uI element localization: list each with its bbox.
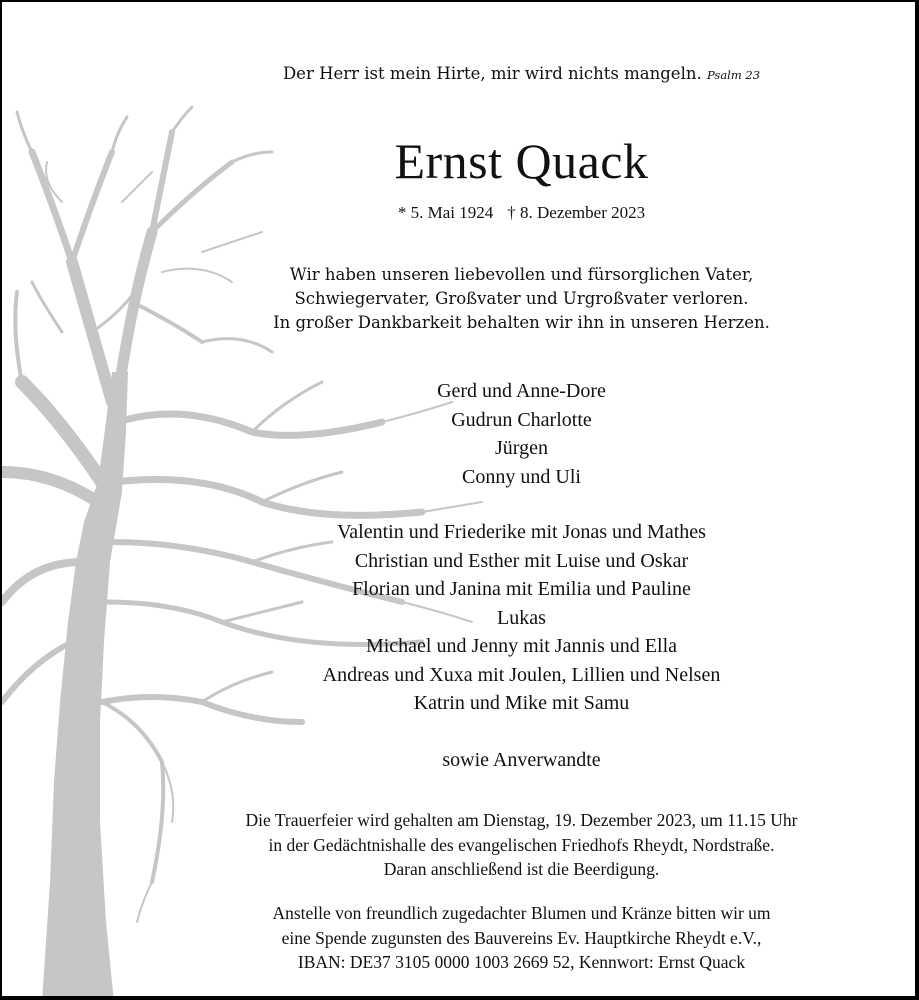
motto-text: Der Herr ist mein Hirte, mir wird nichts mangeln. (282, 64, 702, 83)
message-line: Wir haben unseren liebevollen und fürsorglichen Vater, (289, 265, 754, 284)
deceased-name: Ernst Quack (394, 133, 649, 189)
notice-line: eine Spende zugunsten des Bauvereins Ev. Hauptkirche Rheydt e.V., (281, 927, 762, 948)
family-entry: Gudrun Charlotte (451, 408, 592, 431)
family-entry: Andreas und Xuxa mit Joulen, Lillien und Nelsen (322, 663, 721, 686)
children-list (122, 377, 919, 491)
family-entry: Jürgen (495, 437, 548, 459)
funeral-notice (122, 808, 919, 882)
notice-line: Daran anschließend ist die Beerdigung. (383, 859, 660, 879)
notice-line: IBAN: DE37 3105 0000 1003 2669 52, Kennwort: Ernst Quack (297, 952, 746, 972)
birth-date: * 5. Mai 1924 (397, 203, 494, 222)
message (122, 263, 919, 335)
donation-notice (122, 901, 919, 975)
family-entry: Lukas (497, 606, 546, 629)
message-line: In großer Dankbarkeit behalten wir ihn in unseren Herzen. (273, 313, 770, 332)
grandchildren-list (122, 518, 919, 718)
family-entry: Christian und Esther mit Luise und Oskar (354, 549, 689, 572)
motto-reference: Psalm 23 (706, 68, 761, 82)
notice-line: in der Gedächtnishalle des evangelischen Friedhofs Rheydt, Nordstraße. (268, 834, 775, 855)
message-line: Schwiegervater, Großvater und Urgroßvater verloren. (294, 289, 749, 308)
relatives: sowie Anverwandte (442, 749, 601, 771)
family-entry: Conny und Uli (462, 465, 581, 488)
family-entry: Gerd und Anne-Dore (437, 380, 606, 402)
family-entry: Katrin und Mike mit Samu (413, 692, 630, 714)
obituary-content (2, 2, 919, 1000)
death-date: † 8. Dezember 2023 (507, 203, 646, 222)
family-entry: Florian und Janina mit Emilia und Pauline (352, 578, 691, 600)
family-entry: Valentin und Friederike mit Jonas und Mathes (337, 521, 706, 543)
motto (122, 64, 919, 83)
notice-line: Die Trauerfeier wird gehalten am Dienstag, 19. Dezember 2023, um 11.15 Uhr (245, 810, 798, 830)
notice-line: Anstelle von freundlich zugedachter Blumen und Kränze bitten wir um (272, 903, 771, 923)
family-entry: Michael und Jenny mit Jannis und Ella (365, 635, 678, 657)
life-dates (122, 203, 919, 223)
